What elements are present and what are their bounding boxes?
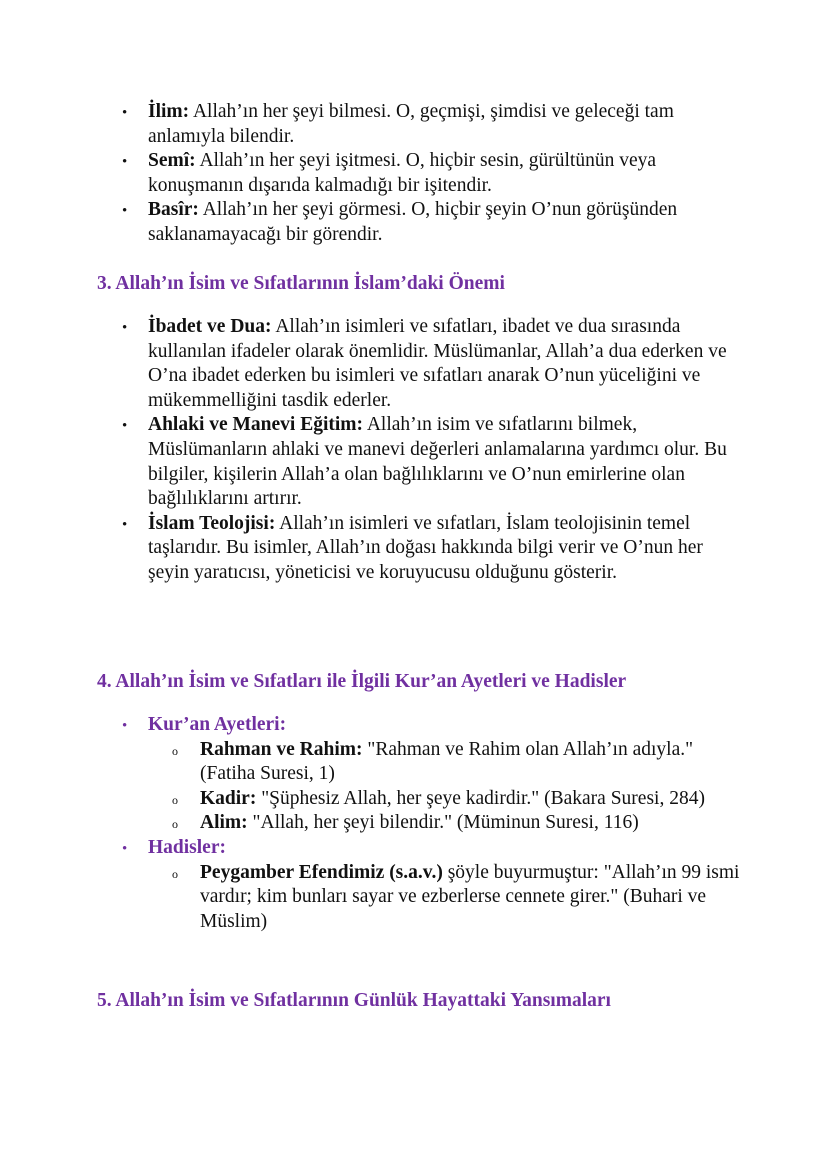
term: Ahlaki ve Manevi Eğitim:	[148, 414, 364, 436]
definition: "Allah, her şeyi bilendir." (Müminun Suresi, 116)	[247, 812, 639, 834]
definition: Allah’ın her şeyi işitmesi. O, hiçbir sesin, gürültünün veya konuşmanın dışarıda kalmadığı bir işitendir.	[148, 150, 657, 196]
term: Semî:	[148, 150, 196, 172]
section-heading: 4. Allah’ın İsim ve Sıfatları ile İlgili Kur’an Ayetleri ve Hadisler	[97, 671, 627, 692]
hadith-item	[97, 836, 738, 861]
sublist-item	[97, 811, 740, 836]
term: İslam Teolojisi:	[148, 512, 276, 534]
term: Rahman ve Rahim:	[200, 738, 363, 760]
section-3-list	[97, 315, 737, 586]
section-3	[97, 272, 737, 297]
list-item	[97, 149, 738, 198]
definition: Allah’ın her şeyi görmesi. O, hiçbir şeyin O’nun görüşünden saklanamayacağı bir görendir.	[148, 199, 678, 245]
list-item	[97, 315, 738, 413]
sublist-item	[97, 787, 740, 812]
list-item	[97, 100, 738, 149]
term: İlim:	[148, 101, 190, 122]
term: Basîr:	[148, 199, 199, 221]
definition: Allah’ın her şeyi bilmesi. O, geçmişi, şimdisi ve geleceği tam anlamıyla bilendir.	[148, 101, 674, 147]
sublist-label: Hadisler:	[148, 836, 226, 858]
attributes-list-top	[97, 100, 737, 248]
sublist-label: Kur’an Ayetleri:	[148, 714, 287, 735]
list-item	[97, 512, 738, 586]
term: İbadet ve Dua:	[148, 316, 272, 337]
section-4	[97, 670, 737, 695]
definition: Allah’ın isimleri ve sıfatları, ibadet ve dua sırasında kullanılan ifadeler olarak önemlidir. Müslümanlar, Allah’a dua ederken ve O’na ibadet ederken bu isimleri ve sıfatları anarak O’nun yüceliğini ve mükemmelliğini tasdik ederler.	[148, 316, 727, 411]
term: Peygamber Efendimiz (s.a.v.)	[200, 861, 443, 883]
term: Kadir:	[200, 787, 257, 809]
section-heading: 3. Allah’ın İsim ve Sıfatlarının İslam’daki Önemi	[97, 273, 505, 294]
definition: "Rahman ve Rahim olan Allah’ın adıyla." (Fatiha Suresi, 1)	[200, 738, 694, 785]
section-heading: 5. Allah’ın İsim ve Sıfatlarının Günlük Hayattaki Yansımaları	[97, 990, 611, 1011]
definition: Allah’ın isim ve sıfatlarını bilmek, Müslümanların ahlaki ve manevi değerleri anlamalarına yardımcı olur. Bu bilgiler, kişilerin Allah’a olan bağlılıklarını ve O’nun emirlerine olan bağlılıklarını artırır.	[148, 414, 727, 510]
term: Alim:	[200, 812, 248, 834]
definition: şöyle buyurmuştur: "Allah’ın 99 ismi vardır; kim bunları sayar ve ezberlerse cennete girer." (Buhari ve Müslim)	[200, 861, 740, 932]
list-item	[97, 198, 738, 247]
sublist-item	[97, 861, 740, 935]
section-5	[97, 989, 737, 1014]
definition: Allah’ın isimleri ve sıfatları, İslam teolojisinin temel taşlarıdır. Bu isimler, Allah’ın doğası hakkında bilgi verir ve O’nun her şeyin yaratıcısı, yöneticisi ve koruyucusu olduğunu gösterir.	[148, 512, 703, 583]
definition: "Şüphesiz Allah, her şeye kadirdir." (Bakara Suresi, 284)	[256, 787, 705, 809]
section-4-list	[97, 713, 740, 934]
sublist-item	[97, 738, 740, 787]
quran-verses-item	[97, 713, 738, 738]
list-item	[97, 413, 738, 511]
